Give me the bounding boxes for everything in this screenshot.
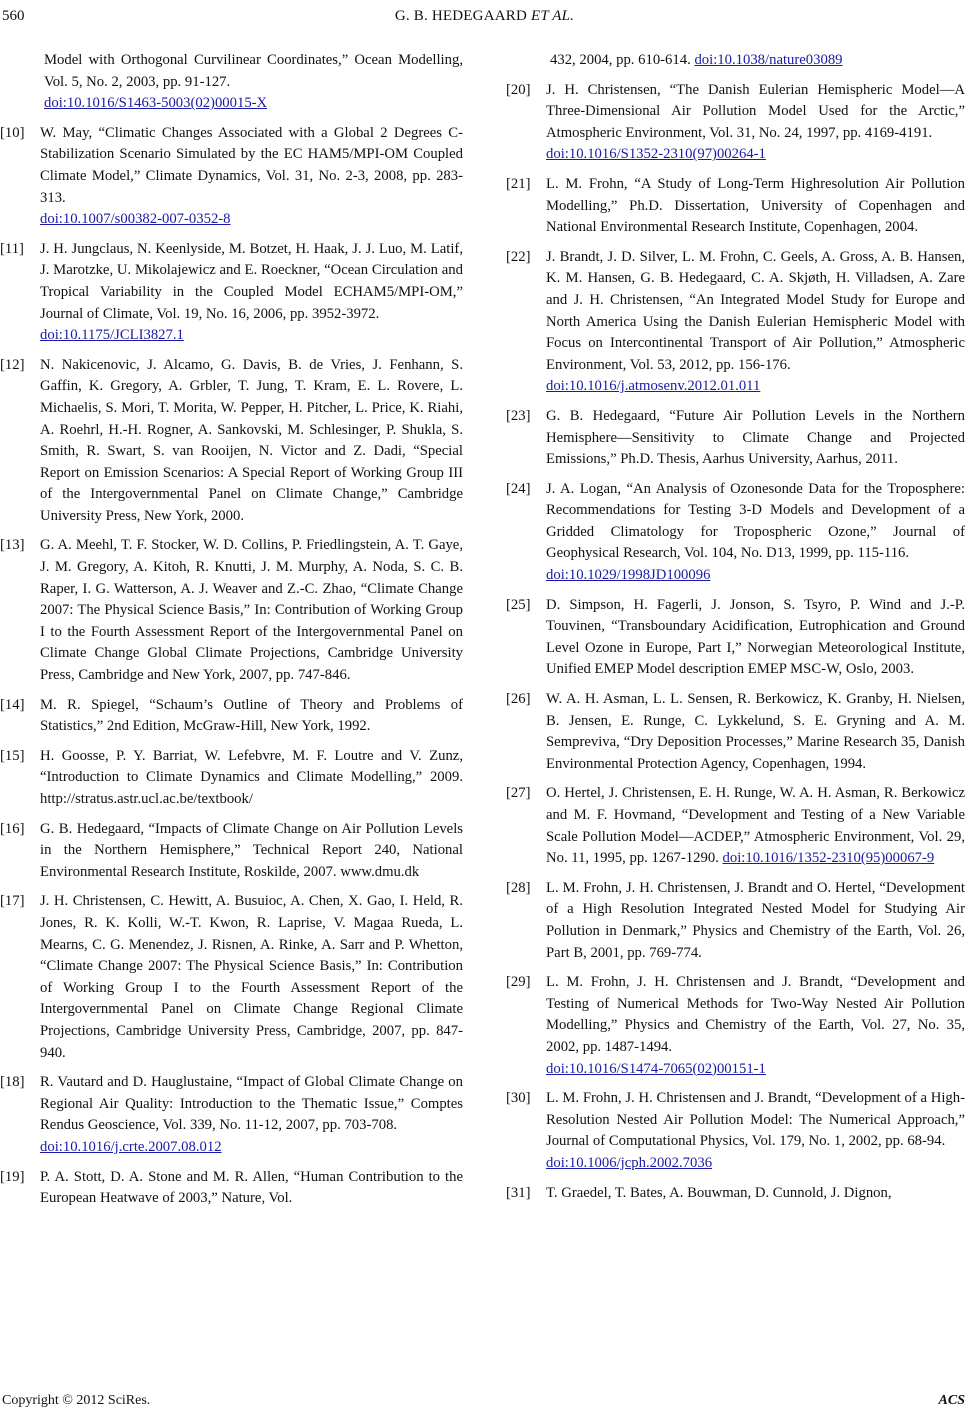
reference-item [0,355,463,528]
reference-number: [11] [0,240,24,257]
reference-text: L. M. Frohn, J. H. Christensen, J. Brandt and O. Hertel, “Development of a High Resolution Integrated Nested Model for Studying Air Pollution in Denmark,” Physics and Chemistry of the Earth, Vol. 26, Part B, 2001, pp. 769-774. [546,879,965,961]
reference-number: [23] [506,407,531,424]
reference-text: G. B. Hedegaard, “Impacts of Climate Change on Air Pollution Levels in the Northern Hemisphere,” Technical Report 240, National Environmental Research Institute, Roskilde, 2007. www.dmu.dk [40,820,463,880]
reference-text: O. Hertel, J. Christensen, E. H. Runge, W. A. H. Asman, R. Berkowicz and M. F. Hovmand, “Development and Testing of a New Variable Scale Pollution Model—ACDEP,” Atmospheric Environment, Vol. 29, No. 11, 1995, pp. 1267-1290. [546,785,965,867]
reference-number: [12] [0,356,25,373]
reference-text: M. R. Spiegel, “Schaum’s Outline of Theory and Problems of Statistics,” 2nd Edition, McGraw-Hill, New York, 1992. [40,696,463,735]
reference-number: [13] [0,537,25,554]
reference-item [506,1088,965,1174]
reference-item [0,123,463,231]
reference-continuation [0,50,463,115]
reference-number: [10] [0,124,25,141]
reference-text: H. Goosse, P. Y. Barriat, W. Lefebvre, M. F. Loutre and V. Zunz, “Introduction to Climate Dynamics and Climate Modelling,” 2009. http://stratus.astr.ucl.ac.be/textbook/ [40,747,463,807]
reference-text: P. A. Stott, D. A. Stone and M. R. Allen, “Human Contribution to the European Heatwave of 2003,” Nature, Vol. [40,1168,463,1207]
running-head-etal: ET AL. [530,8,575,24]
reference-text: N. Nakicenovic, J. Alcamo, G. Davis, B. de Vries, J. Fenhann, S. Gaffin, K. Gregory, A. Grbler, T. Jung, T. Kram, E. L. Rovere, L. Michaelis, S. Mori, T. Morita, W. Pepper, H. Pitcher, L. Price, K. Riahi, A. Roehrl, H.-H. Rogner, A. Sankovski, M. Schlesinger, P. Shukla, S. Smith, R. Swart, S. van Rooijen, N. Victor and Z. Dadi, “Special Report on Emission Scenarios: A Special Report of Working Group III of the Intergovernmental Panel on Climate Change,” Cambridge University Press, New York, 2000. [40,356,463,524]
doi-link[interactable]: doi:10.1016/S1474-7065(02)00151-1 [546,1060,766,1077]
reference-item [0,746,463,811]
reference-number: [29] [506,974,531,991]
reference-text: J. H. Jungclaus, N. Keenlyside, M. Botzet, H. Haak, J. J. Luo, M. Latif, J. Marotzke, U. Mikolajewicz and E. Roeckner, “Ocean Circulation and Tropical Variability in the Coupled Model ECHAM5/MPI-OM,” Journal of Climate, Vol. 19, No. 16, 2006, pp. 3952-3972. [40,240,463,322]
reference-number: [17] [0,893,25,910]
reference-number: [24] [506,480,531,497]
doi-link[interactable]: doi:10.1175/JCLI3827.1 [40,327,184,344]
reference-item [0,819,463,884]
reference-number: [15] [0,747,25,764]
reference-text: L. M. Frohn, J. H. Christensen and J. Brandt, “Development of a High-Resolution Nested Air Pollution Model: The Numerical Approach,” Journal of Computational Physics, Vol. 179, No. 1, 2002, pp. 68-94. [546,1090,965,1150]
journal-abbrev: ACS [938,1393,965,1408]
reference-continuation [506,50,965,72]
reference-item [506,174,965,239]
reference-number: [18] [0,1074,25,1091]
doi-link[interactable]: doi:10.1007/s00382-007-0352-8 [40,211,231,228]
reference-item [0,891,463,1064]
reference-item [506,479,965,587]
reference-number: [21] [506,175,531,192]
reference-item [506,406,965,471]
reference-number: [30] [506,1090,531,1107]
reference-item [506,1183,965,1205]
right-column [506,50,965,1212]
page-header [0,8,969,32]
reference-item [0,239,463,347]
reference-item [0,535,463,686]
reference-text: J. H. Christensen, “The Danish Eulerian Hemispheric Model—A Three-Dimensional Air Pollution Model Used for the Arctic,” Atmospheric Environment, Vol. 31, No. 24, 1997, pp. 4169-4191. [546,81,965,141]
reference-number: [22] [506,248,531,265]
doi-link[interactable]: doi:10.1016/S1463-5003(02)00015-X [44,95,268,112]
reference-item [506,247,965,398]
reference-number: [28] [506,879,531,896]
left-column [0,50,463,1218]
doi-link[interactable]: doi:10.1029/1998JD100096 [546,567,711,584]
reference-number: [25] [506,596,531,613]
reference-text: 432, 2004, pp. 610-614. [550,52,691,68]
reference-text: J. A. Logan, “An Analysis of Ozonesonde Data for the Troposphere: Recommendations for Testing 3-D Models and Development of a Gridded Climatology for Tropospheric Ozone,” Journal of Geophysical Research, Vol. 104, No. D13, 1999, pp. 115-116. [546,480,965,562]
reference-text: T. Graedel, T. Bates, A. Bouwman, D. Cunnold, J. Dignon, [546,1184,892,1201]
page-number: 560 [2,8,25,24]
reference-item [506,595,965,681]
reference-number: [26] [506,691,531,708]
reference-text: J. Brandt, J. D. Silver, L. M. Frohn, C. Geels, A. Gross, A. B. Hansen, K. M. Hansen, G. B. Hedegaard, C. A. Skjøth, H. Villadsen, A. Zare and J. H. Christensen, “An Integrated Model Study for Europe and North America Using the Danish Eulerian Hemispheric Model with Focus on Intercontinental Transport of Air Pollution,” Atmospheric Environment, Vol. 53, 2012, pp. 156-176. [546,248,965,373]
reference-item [506,972,965,1080]
reference-text: R. Vautard and D. Hauglustaine, “Impact of Global Climate Change on Regional Air Quality: Introduction to the Thematic Issue,” Comptes Rendus Geoscience, Vol. 339, No. 11-12, 2007, pp. 703-708. [40,1074,463,1134]
reference-text: G. B. Hedegaard, “Future Air Pollution Levels in the Northern Hemisphere—Sensitivity to Climate Change and Projected Emissions,” Ph.D. Thesis, Aarhus University, Aarhus, 2011. [546,407,965,468]
doi-link[interactable]: doi:10.1016/j.atmosenv.2012.01.011 [546,378,761,395]
reference-text: G. A. Meehl, T. F. Stocker, W. D. Collins, P. Friedlingstein, A. T. Gaye, J. M. Gregory, A. Kitoh, R. Knutti, J. M. Murphy, A. Noda, S. C. B. Raper, I. G. Watterson, A. J. Weaver and Z.-C. Zhao, “Climate Change 2007: The Physical Science Basis,” In: Contribution of Working Group I to the Fourth Assessment Report of the Intergovernmental Panel on Climate Change Global Climate Projections, Cambridge University Press, Cambridge and New York, 2007, pp. 747-846. [40,537,463,684]
reference-item [0,695,463,738]
reference-number: [14] [0,696,25,713]
reference-item [506,80,965,166]
reference-text-wrapper [546,783,965,869]
reference-number: [27] [506,785,531,802]
reference-number: [16] [0,820,25,837]
doi-link[interactable]: doi:10.1016/j.crte.2007.08.012 [40,1138,222,1155]
reference-text: J. H. Christensen, C. Hewitt, A. Busuioc, A. Chen, X. Gao, I. Held, R. Jones, R. K. Kolli, W.-T. Kwon, R. Laprise, V. Magaa Rueda, L. Mearns, C. G. Menendez, J. Risnen, A. Rinke, A. Sarr and P. Whetton, “Climate Change 2007: The Physical Science Basis,” In: Contribution of Working Group I to the Fourth Assessment Report of the Intergovernmental Panel on Climate Change Regional Climate Projections, Cambridge University Press, Cambridge, 2007, pp. 847-940. [40,893,463,1061]
doi-link[interactable]: doi:10.1016/S1352-2310(97)00264-1 [546,146,766,163]
reference-number: [19] [0,1168,25,1185]
reference-text: Model with Orthogonal Curvilinear Coordinates,” Ocean Modelling, Vol. 5, No. 2, 2003, pp. 91-127. [44,52,463,90]
running-head [0,8,969,25]
reference-item [506,878,965,964]
reference-text: L. M. Frohn, J. H. Christensen and J. Brandt, “Development and Testing of Numerical Methods for Two-Way Nested Air Pollution Modelling,” Physics and Chemistry of the Earth, Vol. 27, No. 35, 2002, pp. 1487-1494. [546,974,965,1055]
reference-item [506,689,965,775]
doi-link[interactable]: doi:10.1016/1352-2310(95)00067-9 [722,850,935,867]
running-head-author: G. B. HEDEGAARD [394,8,528,24]
reference-item [0,1167,463,1210]
reference-text: W. A. H. Asman, L. L. Sensen, R. Berkowicz, K. Granby, H. Nielsen, B. Jensen, E. Runge, C. Lykkelund, S. E. Gryning and A. M. Sempreviva, “Dry Deposition Processes,” Marine Research 35, Danish Environmental Protection Agency, Copenhagen, 1994. [546,691,965,772]
doi-link[interactable]: doi:10.1038/nature03089 [694,52,843,68]
reference-text: L. M. Frohn, “A Study of Long-Term Highresolution Air Pollution Modelling,” Ph.D. Dissertation, University of Copenhagen and National Environmental Research Institute, Copenhagen, 2004. [546,175,965,236]
reference-text: W. May, “Climatic Changes Associated with a Global 2 Degrees C-Stabilization Scenario Simulated by the EC HAM5/MPI-OM Coupled Climate Model,” Climate Dynamics, Vol. 31, No. 2-3, 2008, pp. 283-313. [40,124,463,206]
reference-text: D. Simpson, H. Fagerli, J. Jonson, S. Tsyro, P. Wind and J.-P. Touvinen, “Transboundary Acidification, Eutrophication and Ground Level Ozone in Europe, Part I,” Norwegian Meteorological Institute, Unified EMEP Model description EMEP MSC-W, Oslo, 2003. [546,596,965,678]
reference-number: [20] [506,81,531,98]
reference-number: [31] [506,1184,531,1201]
copyright-notice: Copyright © 2012 SciRes. [2,1393,151,1408]
reference-item [506,783,965,869]
reference-item [0,1072,463,1158]
doi-link[interactable]: doi:10.1006/jcph.2002.7036 [546,1154,713,1171]
